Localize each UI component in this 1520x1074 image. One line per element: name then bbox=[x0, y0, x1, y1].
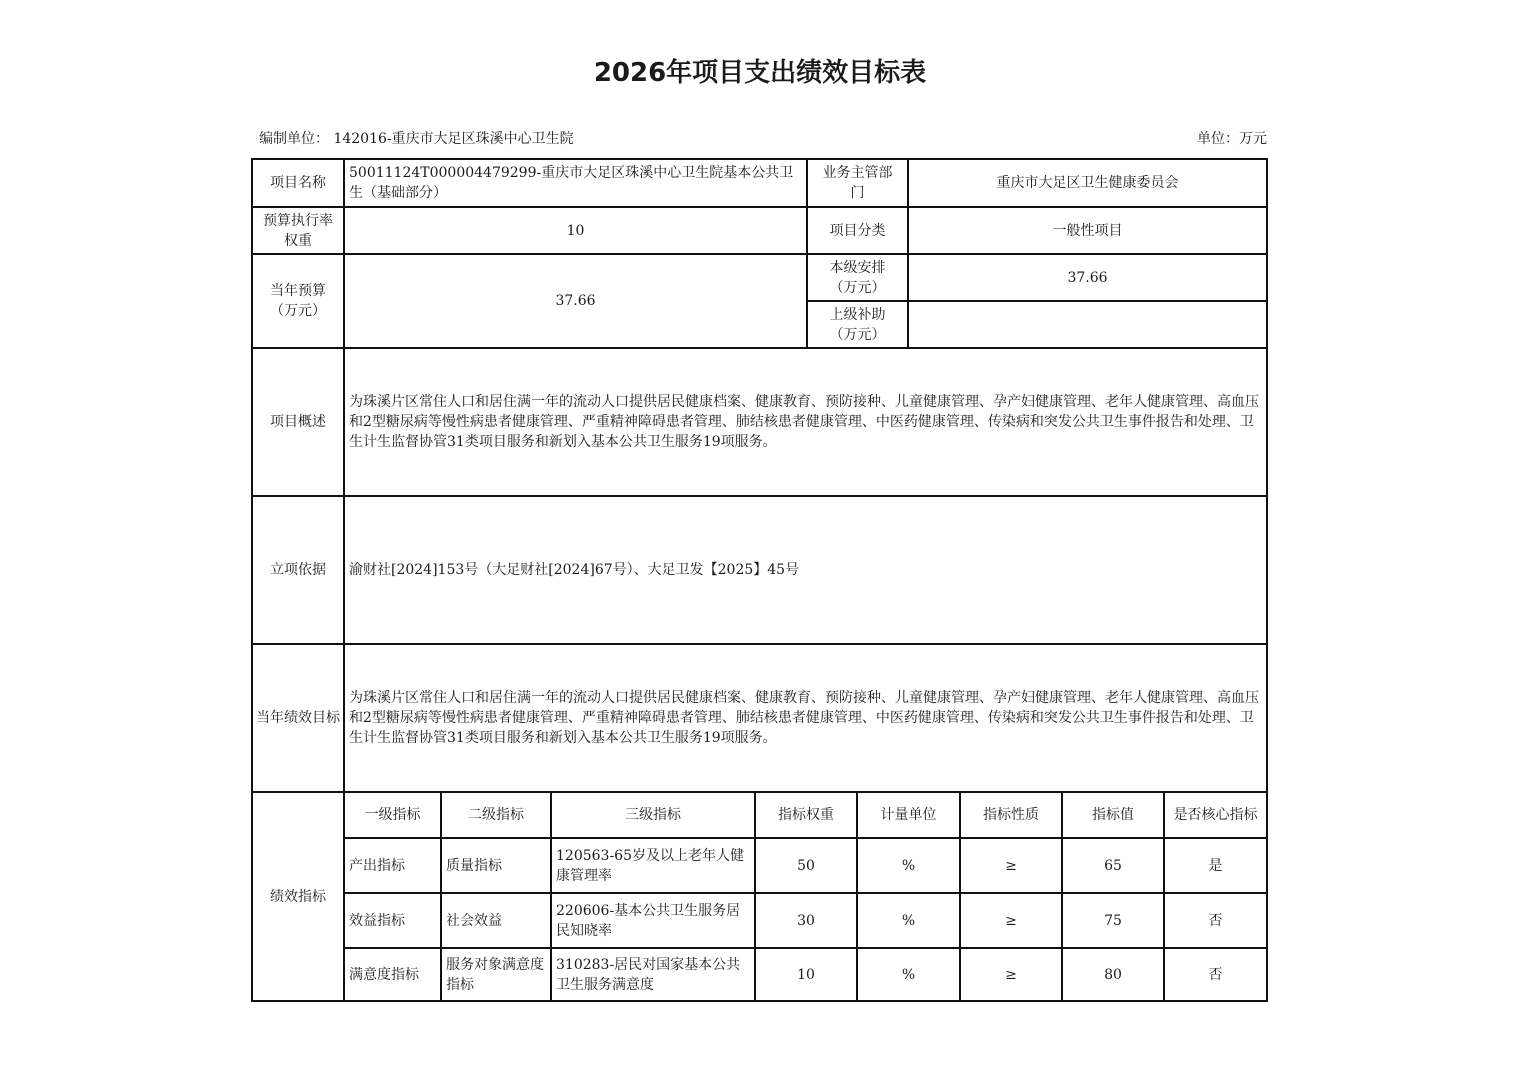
exec-rate-value: 10 bbox=[566, 222, 585, 239]
category-value: 一般性项目 bbox=[1052, 222, 1123, 239]
compiling-unit-value: 142016-重庆市大足区珠溪中心卫生院 bbox=[333, 131, 574, 147]
overview-value: 为珠溪片区常住人口和居住满一年的流动人口提供居民健康档案、健康教育、预防接种、儿童健康管理、孕产妇健康管理、老年人健康管理、高血压和2型糖尿病等慢性病患者健康管理、严重精神障碍患者管理、肺结核患者健康管理、中医药健康管理、传染病和突发公共卫生事件报告和处理、卫生计生监督协管31类项目服务和新划入基本公共卫生服务19项服务。 bbox=[349, 394, 1259, 450]
nature-cell: ≥ bbox=[1005, 857, 1017, 874]
table-border bbox=[251, 1000, 1268, 1002]
local-budget-value: 37.66 bbox=[1067, 269, 1108, 286]
basis-label: 立项依据 bbox=[270, 562, 326, 578]
core-cell: 是 bbox=[1208, 857, 1223, 874]
exec-rate-label: 预算执行率权重 bbox=[263, 212, 333, 249]
overview-label: 项目概述 bbox=[270, 414, 326, 430]
currency-unit: 单位：万元 bbox=[1197, 131, 1267, 147]
budget-value: 37.66 bbox=[555, 293, 596, 309]
goal-label: 当年绩效目标 bbox=[256, 710, 340, 726]
goal-value: 为珠溪片区常住人口和居住满一年的流动人口提供居民健康档案、健康教育、预防接种、儿童健康管理、孕产妇健康管理、老年人健康管理、高血压和2型糖尿病等慢性病患者健康管理、严重精神障碍患者管理、肺结核患者健康管理、中医药健康管理、传染病和突发公共卫生事件报告和处理、卫生计生监督协管31类项目服务和新划入基本公共卫生服务19项服务。 bbox=[349, 690, 1259, 746]
header-weight: 指标权重 bbox=[778, 807, 834, 823]
header-nature: 指标性质 bbox=[983, 807, 1039, 823]
upper-subsidy-label: 上级补助（万元） bbox=[829, 306, 886, 343]
weight-cell: 10 bbox=[797, 966, 815, 983]
compiling-unit bbox=[259, 128, 574, 148]
basis-value: 渝财社[2024]153号（大足财社[2024]67号）、大足卫发【2025】45号 bbox=[349, 562, 800, 578]
core-cell: 否 bbox=[1208, 966, 1223, 983]
budget-label: 当年预算（万元） bbox=[270, 283, 326, 319]
level1-cell: 产出指标 bbox=[349, 857, 405, 874]
level3-cell: 310283-居民对国家基本公共卫生服务满意度 bbox=[556, 956, 741, 993]
indicators-label: 绩效指标 bbox=[270, 888, 326, 905]
weight-cell: 50 bbox=[797, 857, 815, 874]
header-value: 指标值 bbox=[1092, 807, 1134, 823]
header-unit: 计量单位 bbox=[880, 807, 937, 823]
department-value: 重庆市大足区卫生健康委员会 bbox=[996, 175, 1179, 191]
core-cell: 否 bbox=[1208, 912, 1223, 929]
value-cell: 65 bbox=[1104, 857, 1122, 874]
project-name-value: 50011124T000004479299-重庆市大足区珠溪中心卫生院基本公共卫生（基础部分） bbox=[349, 165, 794, 201]
page-title: 2026年项目支出绩效目标表 bbox=[593, 58, 927, 88]
level2-cell: 服务对象满意度指标 bbox=[446, 956, 544, 993]
unit-cell: % bbox=[901, 912, 916, 929]
level2-cell: 质量指标 bbox=[446, 857, 502, 874]
value-cell: 80 bbox=[1104, 966, 1122, 983]
project-name-label: 项目名称 bbox=[270, 175, 326, 191]
level2-cell: 社会效益 bbox=[446, 912, 502, 929]
level3-cell: 220606-基本公共卫生服务居民知晓率 bbox=[556, 902, 741, 939]
nature-cell: ≥ bbox=[1005, 912, 1017, 929]
unit-cell: % bbox=[901, 966, 916, 983]
level1-cell: 满意度指标 bbox=[349, 966, 419, 983]
header-level2: 二级指标 bbox=[468, 807, 524, 823]
header-level1: 一级指标 bbox=[364, 807, 421, 823]
level1-cell: 效益指标 bbox=[349, 912, 405, 929]
category-label: 项目分类 bbox=[829, 222, 886, 239]
local-budget-label: 本级安排（万元） bbox=[829, 259, 886, 296]
unit-cell: % bbox=[901, 857, 916, 874]
compiling-unit-label: 编制单位： bbox=[259, 131, 329, 147]
weight-cell: 30 bbox=[797, 912, 815, 929]
department-label: 业务主管部门 bbox=[822, 165, 893, 201]
header-level3: 三级指标 bbox=[625, 807, 681, 823]
header-core: 是否核心指标 bbox=[1173, 807, 1258, 823]
value-cell: 75 bbox=[1104, 912, 1122, 929]
table-border bbox=[1266, 158, 1268, 1002]
upper-subsidy-value bbox=[909, 302, 1266, 347]
nature-cell: ≥ bbox=[1005, 966, 1017, 983]
level3-cell: 120563-65岁及以上老年人健康管理率 bbox=[556, 847, 744, 884]
